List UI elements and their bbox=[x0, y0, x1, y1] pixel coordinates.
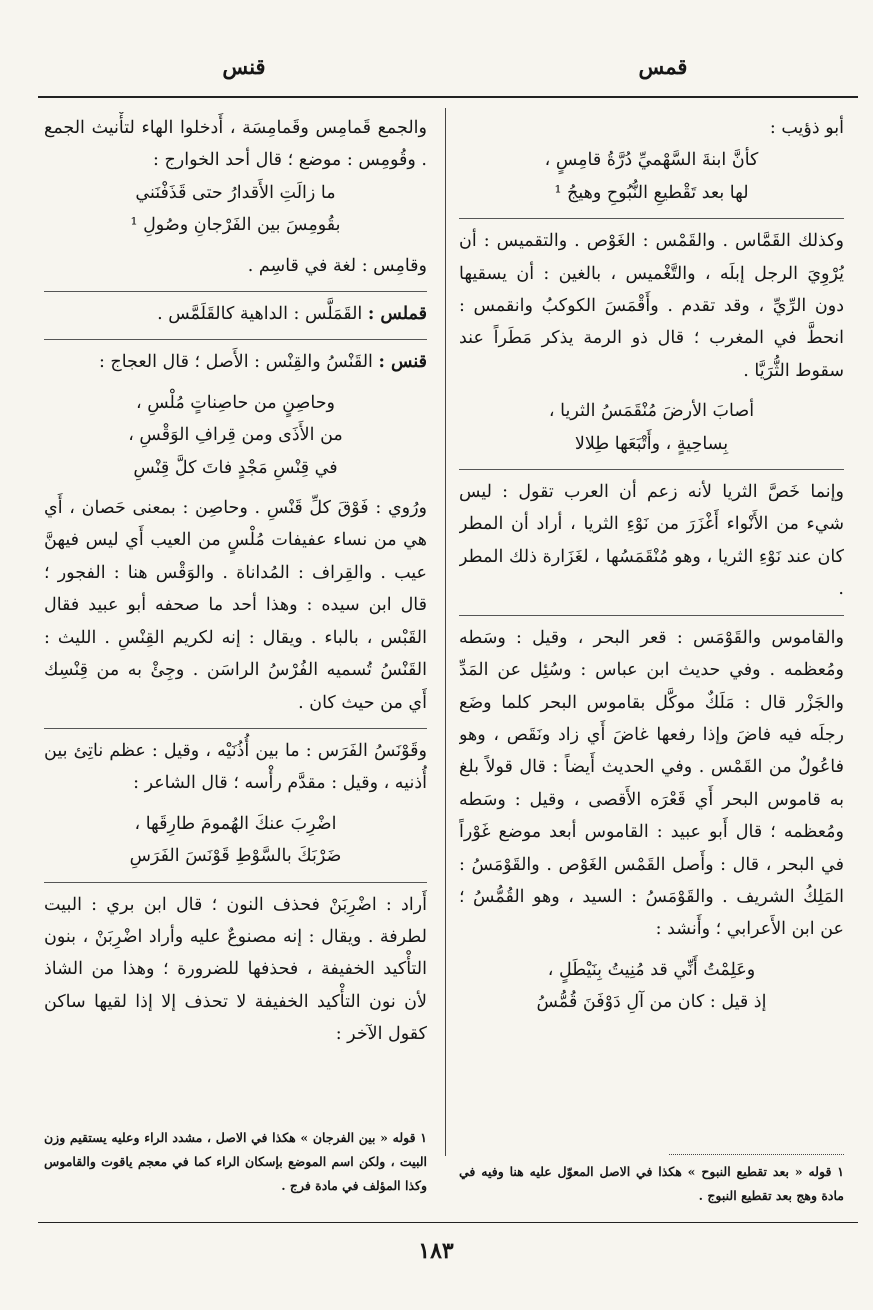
body-paragraph: والقاموس والقَوْمَس : قعر البحر ، وقيل : وسَطه ومُعظمه . وفي حديث ابن عباس : وسُئِل عن المَدِّ والجَزْر قال : مَلَكٌ موكَّل بقاموس البحر كلما وضَع رجلَه فيه فاضَ وإذا رفعها غاضَ أَي زاد ونَقَص ، وهو فاعُولٌ من القَمْس . وفي الحديث أَيضاً : قال قولاً بلغ به قاموس البحر أَي قَعْرَه الأَقصى ، وقيل : وسَطه ومُعظمه ؛ قال أَبو عبيد : القاموس أبعد موضع غَوْراً في البحر ، قال : وأَصل القَمْس الغَوْص . والقَوْمَسُ : المَلِكُ الشريف . والقَوْمَسُ : السيد ، وهو القُمُّسُ ؛ عن ابن الأَعرابي ؛ وأَنشد : bbox=[459, 627, 844, 940]
header-headword-left: قنس bbox=[222, 54, 266, 79]
paragraph-rule bbox=[44, 291, 427, 292]
paragraph-rule bbox=[459, 469, 844, 470]
header-headword-right: قمس bbox=[638, 54, 688, 79]
footnote-rule-right bbox=[669, 1154, 844, 1155]
verse-line: من الأَذَى ومن قِرافِ الوَقْسِ ، bbox=[128, 425, 343, 446]
paragraph-rule bbox=[459, 218, 844, 219]
entry-text: القَمَلَّس : الداهية كالقَلَمَّس . bbox=[157, 304, 363, 325]
body-paragraph: والجمع قَمامِس وقَمامِسَة ، أَدخلوا الهاء لتأْنيث الجمع . وقُومِس : موضع ؛ قال أحد الخوارج : bbox=[44, 118, 427, 171]
paragraph-rule bbox=[459, 615, 844, 616]
paragraph-rule bbox=[44, 339, 427, 340]
verse-line: وحاصِنٍ من حاصِناتٍ مُلْسِ ، bbox=[136, 392, 335, 413]
column-divider bbox=[445, 108, 446, 1156]
entry-qamlas bbox=[44, 298, 427, 330]
paragraph-rule bbox=[44, 882, 427, 883]
page-number: ١٨٣ bbox=[418, 1238, 454, 1264]
entry-qans bbox=[44, 346, 427, 378]
body-paragraph: وقَوْنَسُ الفَرَس : ما بين أُذُنَيْه ، وقيل : عظم ناتِئ بين أُذنيه ، وقيل : مقدَّم رأْسه ؛ قال الشاعر : bbox=[44, 740, 427, 794]
verse-line: إذ قيل : كان من آلِ دَوْفَنَ قُمُّسُ bbox=[536, 992, 767, 1013]
entry-headword: قملس : bbox=[367, 304, 427, 325]
body-paragraph: وكذلك القَمَّاس . والقَمْس : الغَوْص . والتقميس : أن يُرْوِيَ الرجل إبلَه ، والتَّغْميس ، بالغين : أن يسقيها دون الرِّيِّ ، وقد تقدم . وأَقْمَسَ الكوكبُ وانقمس : انحطَّ في المغرب ؛ قال ذو الرمة يذكر مَطَراً عند سقوط الثُّرَيَّا . bbox=[459, 231, 844, 381]
body-paragraph: ورُوي : فَوْقَ كلِّ قَنْسِ . وحاصِن : بمعنى حَصان ، أَي هي من نساء عفيفات مُلْسٍ من العيب أَي ليس فيهنَّ عيب . والقِراف : المُداناة . والوَقْس هنا : الفجور ؛ قال ابن سيده : وهذا أحد ما صحفه أبو عبيد فقال القَبْس ، بالباء . ويقال : إنه لكريم القِنْسِ . الليث : القَنْسُ تُسميه الفُرْسُ الراسَن . وجِئْ به من قِنْسِك أَي من حيث كان . bbox=[44, 498, 427, 713]
footnote-right: ١ قوله « بعد تقطيع النبوح » هكذا في الاصل المعوّل عليه هنا وفيه في مادة وهج بعد تقطيع النبوج . bbox=[459, 1164, 844, 1203]
verse-line: ضَرْبَكَ بالسَّوْطِ قَوْنَسَ الفَرَسِ bbox=[129, 846, 342, 867]
verse-line: وعَلِمْتُ أَنِّي قد مُنِيتُ بِنَيْطَلٍ ، bbox=[547, 959, 756, 980]
verse-line: ما زالَتِ الأَقدارُ حتى قَذَفْنَني bbox=[135, 182, 336, 203]
body-paragraph: وإنما خَصَّ الثريا لأنه زعم أن العرب تقول : ليس شيء من الأَنْواء أَغْزَرَ من نَوْءِ الثريا ، أراد أن المطر كان عند نَوْءِ الثريا ، وهو مُنْقَمَسُها ، لغَزَارة ذلك المطر . bbox=[459, 482, 844, 600]
verse-line: بقُومِسَ بين الفَرْجانِ وصُولِ ¹ bbox=[130, 215, 341, 236]
verse-line: كأنَّ ابنةَ السَّهْميِّ دُرَّةُ قامِسٍ ، bbox=[544, 150, 759, 171]
verse-line: أصابَ الأرضَ مُنْقَمَسُ الثريا ، bbox=[548, 401, 755, 422]
verse-line: بِساحِيةٍ ، وأَتْبَعَها طِلالا bbox=[574, 433, 729, 454]
verse-line: في قِنْسِ مَجْدٍ فاتَ كلَّ قِنْسِ bbox=[133, 457, 338, 478]
body-paragraph: أَراد : اضْرِبَنْ فحذف النون ؛ قال ابن بري : البيت لطرفة . ويقال : إنه مصنوعٌ عليه وأراد اضْرِبَنْ ، بنون التأْكيد الخفيفة ، فحذفها للضرورة ؛ وهذا من الشاذ لأن نون التأْكيد الخفيفة لا تحذف إلا إذا لقيها ساكن كقول الآخر : bbox=[44, 894, 427, 1045]
footnote-left: ١ قوله « بين الفرجان » هكذا في الاصل ، مشدد الراء وعليه يستقيم وزن البيت ، ولكن اسم الموضع بإسكان الراء كما في معجم ياقوت والقاموس وكذا المؤلف في مادة فرج . bbox=[44, 1130, 427, 1193]
body-paragraph: وقامِس : لغة في قاسِم . bbox=[247, 255, 427, 276]
right-column bbox=[459, 112, 844, 1144]
verse-line: اضْرِبَ عنكَ الهُمومَ طارِقَها ، bbox=[134, 813, 337, 834]
body-paragraph: أبو ذؤيب : bbox=[769, 118, 844, 138]
bottom-rule bbox=[38, 1222, 858, 1223]
left-column bbox=[44, 112, 427, 1117]
entry-headword: قنس : bbox=[378, 352, 427, 373]
verse-line: لها بعد تَقْطيعِ النُّبُوحِ وهيجُ ¹ bbox=[554, 182, 749, 203]
entry-text: القَنْسُ والقِنْس : الأَصل ؛ قال العجاج : bbox=[98, 352, 373, 373]
top-rule bbox=[38, 96, 858, 98]
paragraph-rule bbox=[44, 728, 427, 729]
